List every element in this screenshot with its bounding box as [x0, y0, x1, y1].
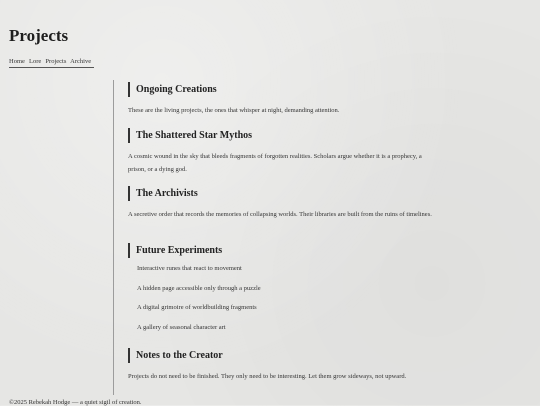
footer-text: ©2025 Rebekah Hodge — a quiet sigil of creation. — [9, 399, 142, 406]
breadcrumb-link-home[interactable]: Home — [9, 58, 25, 65]
content-divider-line — [113, 80, 114, 395]
list-item: A gallery of seasonal character art — [137, 323, 226, 331]
section-heading: The Shattered Star Mythos — [128, 128, 433, 143]
section-ongoing-creations — [128, 82, 433, 118]
breadcrumb-link-projects[interactable]: Projects — [45, 58, 67, 65]
section-text: These are the living projects, the ones that whisper at night, demanding attention. — [128, 107, 340, 114]
section-text: Projects do not need to be finished. They only need to be interesting. Let them grow sideways, not upward. — [128, 373, 407, 380]
page-title: Projects — [9, 26, 69, 45]
experiments-list — [128, 265, 433, 343]
section-archivists — [128, 186, 433, 222]
section-heading: Ongoing Creations — [128, 82, 433, 97]
breadcrumb-link-archive[interactable]: Archive — [70, 58, 92, 65]
section-heading: The Archivists — [128, 186, 433, 201]
list-item: A hidden page accessible only through a puzzle — [137, 284, 261, 292]
breadcrumb-link-lore[interactable]: Lore — [29, 58, 42, 65]
breadcrumb — [9, 58, 94, 68]
section-heading: Notes to the Creator — [128, 348, 433, 363]
section-shattered-star-mythos — [128, 128, 433, 176]
section-future-experiments — [128, 243, 433, 343]
section-notes-to-creator — [128, 348, 433, 384]
list-item: Interactive runes that react to movement — [137, 265, 242, 272]
section-text: A secretive order that records the memories of collapsing worlds. Their libraries are built from the ruins of timelines. — [128, 211, 432, 218]
section-text: A cosmic wound in the sky that bleeds fragments of forgotten realities. Scholars argue whether it is a prophecy, a prison, or a dying god. — [128, 153, 422, 173]
list-item: A digital grimoire of worldbuilding fragments — [137, 304, 257, 311]
section-heading: Future Experiments — [128, 243, 433, 258]
